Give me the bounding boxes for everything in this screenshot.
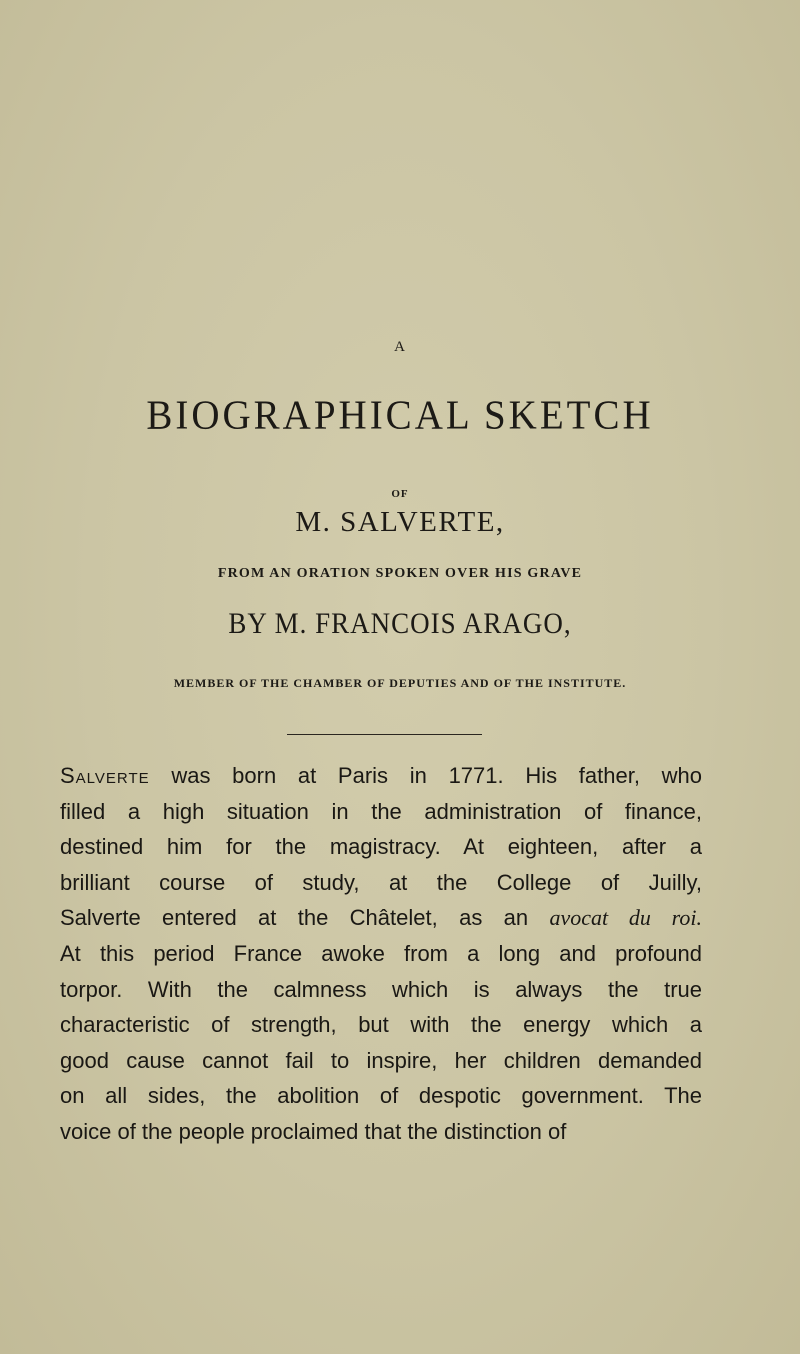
drop-name: Salverte [60,763,150,788]
author-byline: BY M. FRANCOIS ARAGO, [228,606,572,640]
divider-rule [287,734,482,735]
body-line: filled a high situation in the administration of finance, [60,798,702,824]
body-line-text: Salverte entered at the Châtelet, as an [60,905,550,931]
body-line: At this period France awoke from a long and profound [60,940,702,966]
body-line: characteristic of strength, but with the energy which a [60,1012,702,1038]
author-affiliation: MEMBER OF THE CHAMBER OF DEPUTIES AND OF THE INSTITUTE. [173,676,627,690]
source-line: FROM AN ORATION SPOKEN OVER HIS GRAVE [217,566,583,581]
page-title: BIOGRAPHICAL SKETCH [146,392,654,439]
body-line: on all sides, the abolition of despotic government. The [60,1083,702,1109]
body-line: torpor. With the calmness which is always the true [60,976,702,1002]
body-line: voice of the people proclaimed that the distinction of [60,1118,567,1144]
body-line: destined him for the magistracy. At eighteen, after a [60,834,702,860]
body-line-text: was born at Paris in 1771. His father, who [149,763,702,788]
title-article: A [394,339,406,355]
title-of: OF [391,488,409,500]
italic-phrase: avocat du roi. [549,905,702,931]
body-line: good cause cannot fail to inspire, her children demanded [60,1047,702,1073]
body-line [60,900,702,936]
subject-name: M. SALVERTE, [295,506,505,538]
body-line [60,758,702,794]
body-line: brilliant course of study, at the College of Juilly, [60,869,702,895]
body-paragraph [60,758,702,1150]
